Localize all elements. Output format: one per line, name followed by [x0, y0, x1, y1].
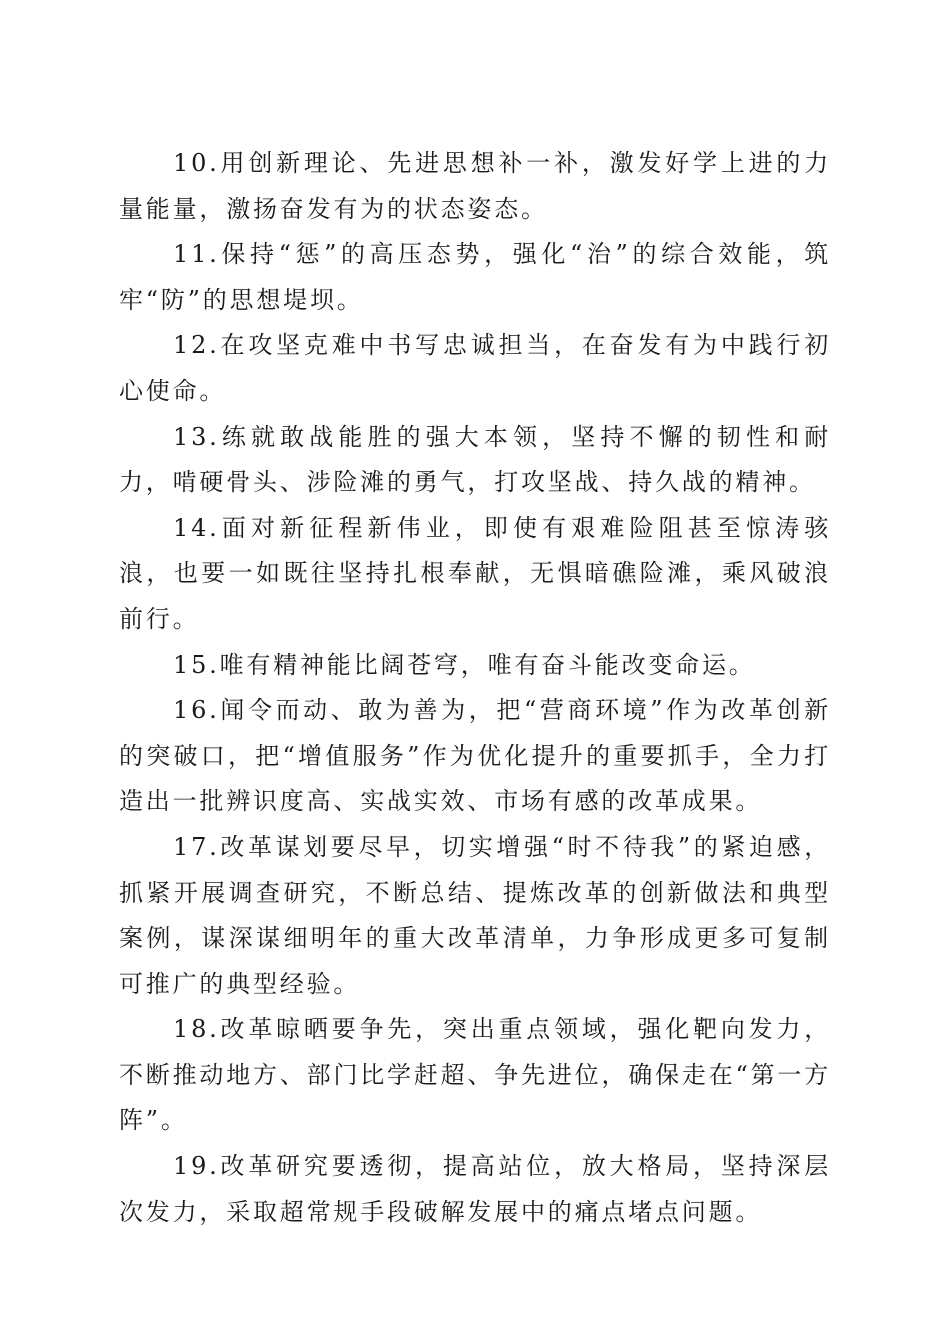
- paragraph-13: 13.练就敢战能胜的强大本领，坚持不懈的韧性和耐力，啃硬骨头、涉险滩的勇气，打攻坚战、持久战的精神。: [119, 422, 831, 497]
- paragraph-14: 14.面对新征程新伟业，即使有艰难险阻甚至惊涛骇浪，也要一如既往坚持扎根奉献，无惧暗礁险滩，乘风破浪前行。: [119, 513, 831, 633]
- paragraph-15: 15.唯有精神能比阔苍穹，唯有奋斗能改变命运。: [173, 650, 756, 679]
- paragraph-16: 16.闻令而动、敢为善为，把“营商环境”作为改革创新的突破口，把“增值服务”作为优化提升的重要抓手，全力打造出一批辨识度高、实战实效、市场有感的改革成果。: [119, 696, 831, 816]
- paragraph-12: 12.在攻坚克难中书写忠诚担当，在奋发有为中践行初心使命。: [119, 331, 831, 405]
- paragraph-17: 17.改革谋划要尽早，切实增强“时不待我”的紧迫感，抓紧开展调查研究，不断总结、提炼改革的创新做法和典型案例，谋深谋细明年的重大改革清单，力争形成更多可复制可推广的典型经验。: [119, 832, 831, 998]
- document-body: [119, 141, 831, 1235]
- paragraph-11: 11.保持“惩”的高压态势，强化“治”的综合效能，筑牢“防”的思想堤坝。: [119, 240, 831, 314]
- paragraph-10: 10.用创新理论、先进思想补一补，激发好学上进的力量能量，激扬奋发有为的状态姿态。: [119, 149, 831, 223]
- paragraph-18: 18.改革晾晒要争先，突出重点领域，强化靶向发力，不断推动地方、部门比学赶超、争先进位，确保走在“第一方阵”。: [119, 1015, 831, 1135]
- paragraph-19: 19.改革研究要透彻，提高站位，放大格局，坚持深层次发力，采取超常规手段破解发展中的痛点堵点问题。: [119, 1152, 831, 1226]
